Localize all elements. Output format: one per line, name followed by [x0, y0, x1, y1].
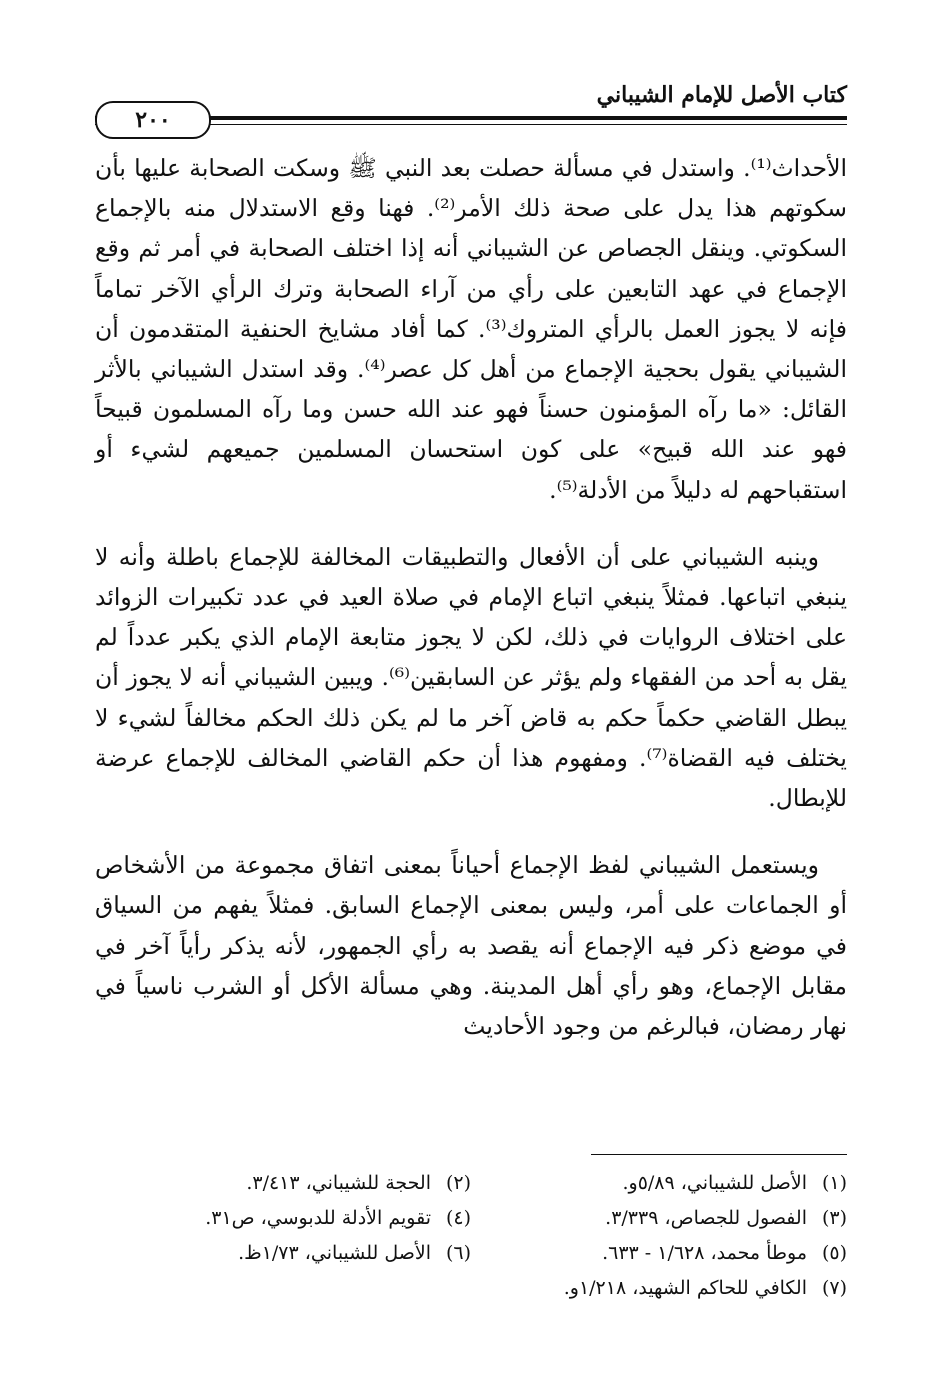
footnote-text: الأصل للشيباني، ٥/٨٩و. [622, 1172, 807, 1194]
footnote-text: الحجة للشيباني، ٣/٤١٣. [246, 1172, 431, 1194]
running-header-title: كتاب الأصل للإمام الشيباني [596, 82, 847, 108]
footnote [95, 1236, 471, 1271]
footnote-number: (٧) [821, 1277, 847, 1299]
footnote-number: (٥) [821, 1242, 847, 1264]
paragraph: الأحداث⁽¹⁾. واستدل في مسألة حصلت بعد النبي ﷺ وسكت الصحابة عليها بأن سكوتهم هذا يدل على صحة ذلك الأمر⁽²⁾. فهنا وقع الاستدلال منه بالإجماع السكوتي. وينقل الجصاص عن الشيباني أنه إذا اختلف الصحابة في أمر ثم وقع الإجماع في عهد التابعين على رأي من آراء الصحابة وترك الرأي الآخر تماماً فإنه لا يجوز العمل بالرأي المتروك⁽³⁾. كما أفاد مشايخ الحنفية المتقدمون أن الشيباني يقول بحجية الإجماع من أهل كل عصر⁽⁴⁾. وقد استدل الشيباني بالأثر القائل: «ما رآه المؤمنون حسناً فهو عند الله حسن وما رآه المسلمون قبيحاً فهو عند الله قبيح» على كون استحسان المسلمين جميعهم لشيء أو استقباحهم له دليلاً من الأدلة⁽⁵⁾. [95, 154, 847, 504]
paragraph: ويستعمل الشيباني لفظ الإجماع أحياناً بمعنى اتفاق مجموعة من الأشخاص أو الجماعات على أمر، وليس بمعنى الإجماع السابق. فمثلاً يفهم من السياق في موضع ذكر فيه الإجماع أنه يقصد به رأي الجمهور، لأنه يذكر رأياً آخر في مقابل الإجماع، وهو رأي أهل المدينة. وهي مسألة الأكل أو الشرب ناسياً في نهار رمضان، فبالرغم من وجود الأحاديث [95, 851, 847, 1041]
footnote [471, 1271, 847, 1306]
footnote-number: (٣) [821, 1207, 847, 1229]
footnote-number: (٦) [445, 1242, 471, 1264]
page-number: ٢٠٠ [95, 101, 211, 139]
footnotes [95, 1166, 847, 1306]
footnote-number: (٤) [445, 1207, 471, 1229]
footnote-separator [591, 1154, 847, 1155]
footnote-row [95, 1271, 847, 1306]
main-text [95, 148, 847, 1046]
footnote [471, 1201, 847, 1236]
footnote [471, 1236, 847, 1271]
footnote-row [95, 1166, 847, 1201]
footnote-text: الكافي للحاكم الشهيد، ١/٢١٨و. [563, 1277, 807, 1299]
footnote-text: موطأ محمد، ١/٦٢٨ - ٦٣٣. [602, 1242, 807, 1264]
footnote [95, 1201, 471, 1236]
footnote-number: (٢) [445, 1172, 471, 1194]
footnote-number: (١) [821, 1172, 847, 1194]
footnote-row [95, 1236, 847, 1271]
footnote-text: الأصل للشيباني، ١/٧٣ظ. [238, 1242, 431, 1264]
paragraph: وينبه الشيباني على أن الأفعال والتطبيقات المخالفة للإجماع باطلة وأنه لا ينبغي اتباعها. فمثلاً ينبغي اتباع الإمام في صلاة العيد في عدد تكبيرات الزوائد على اختلاف الروايات في ذلك، لكن لا يجوز متابعة الإمام الذي يكبر عدداً لم يقل به أحد من الفقهاء ولم يؤثر عن السابقين⁽⁶⁾. ويبين الشيباني أنه لا يجوز أن يبطل القاضي حكماً حكم به قاض آخر ما لم يكن ذلك الحكم مخالفاً لشيء لا يختلف فيه القضاة⁽⁷⁾. ومفهوم هذا أن حكم القاضي المخالف للإجماع عرضة للإبطال. [95, 542, 847, 813]
footnote-text: الفصول للجصاص، ٣/٣٣٩. [605, 1207, 807, 1229]
footnote [95, 1166, 471, 1201]
footnote-text: تقويم الأدلة للدبوسي، ص٣١. [205, 1207, 431, 1229]
footnote [471, 1166, 847, 1201]
footnote-row [95, 1201, 847, 1236]
